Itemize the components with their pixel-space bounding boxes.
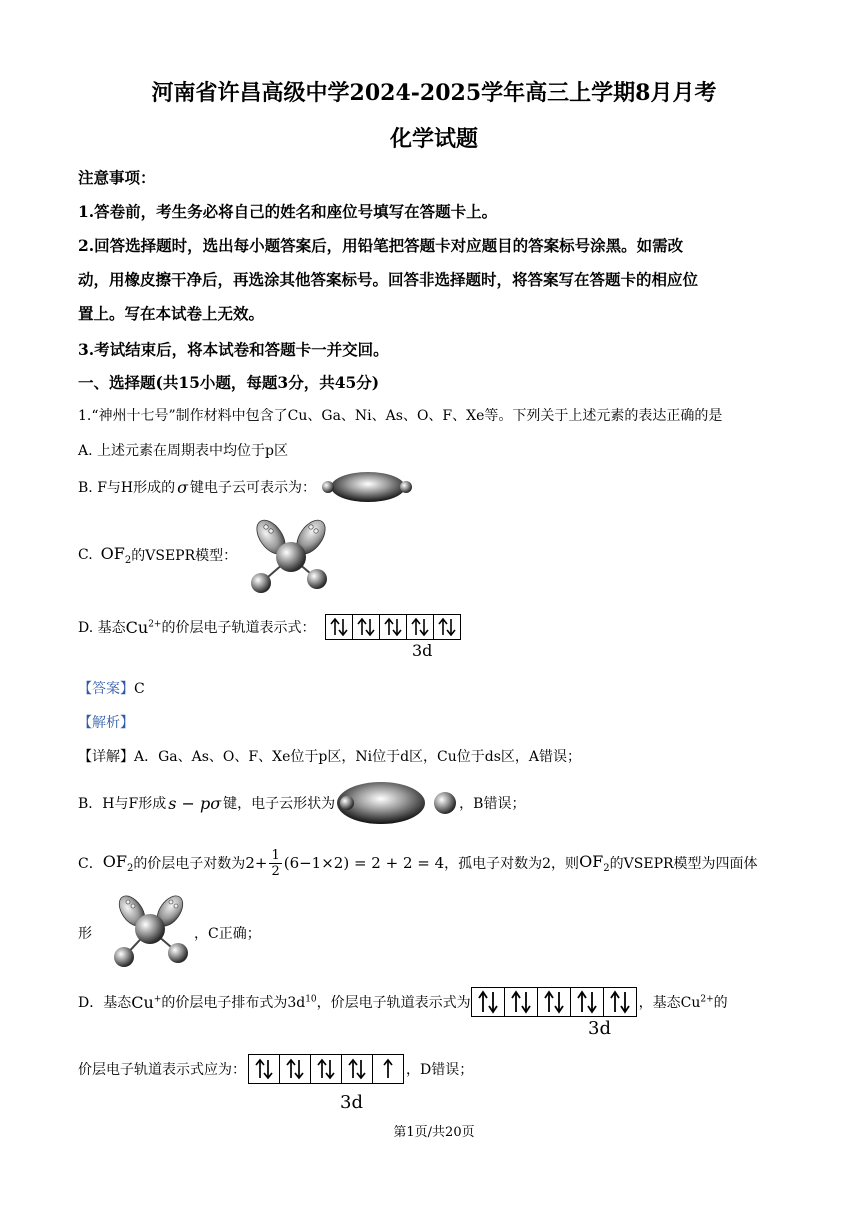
option-b (78, 470, 416, 504)
detail-d-text-3: ，价层电子轨道表示式为 (316, 995, 471, 1011)
orbital-box (407, 615, 434, 639)
spin-pair-icon (543, 990, 565, 1014)
option-c (78, 515, 339, 595)
orbital-diagram-3d10 (471, 987, 637, 1017)
spin-pair-icon (437, 617, 457, 637)
detail-c (78, 840, 758, 886)
spin-pair-icon (316, 1058, 336, 1080)
detail-b-text-2: 键，电子云形状为 (223, 796, 336, 812)
notice-item-2-line-2: 动，用橡皮擦干净后，再选涂其他答案标号。回答非选择题时，将答案写在答题卡的相应位 (78, 270, 699, 289)
orbital-box (342, 1055, 373, 1083)
option-c-text: 的VSEPR模型： (131, 548, 238, 564)
spin-pair-icon (609, 990, 631, 1014)
orbital-box (353, 615, 380, 639)
detail-d-line2-text: 价层电子轨道表示式应为： (78, 1062, 246, 1078)
spin-pair-icon (576, 990, 598, 1014)
option-c-formula: $OF_2$ (100, 543, 132, 567)
detail-d-line2-text-2: ，D错误； (406, 1062, 474, 1078)
detail-a-text: A．Ga、As、O、F、Xe位于p区，Ni位于d区，Cu位于ds区，A错误； (134, 749, 582, 765)
spin-pair-icon (383, 617, 403, 637)
sigma-symbol: σ (177, 477, 189, 497)
section-heading: 一、选择题(共15小题，每题3分，共45分) (78, 373, 380, 392)
orbital-diagram-3d9 (248, 1054, 404, 1084)
detail-c-line2-text-2: ，C正确； (194, 926, 261, 942)
orbital-box (249, 1055, 280, 1083)
orbital-box (326, 615, 353, 639)
detail-c-formula: $OF_2$ (102, 851, 134, 875)
sigma-bond-cloud-icon (316, 470, 416, 504)
detail-b-text: B．H与F形成 (78, 796, 167, 812)
orbital-box (472, 988, 505, 1016)
detail-b-formula: s − pσ (168, 793, 222, 813)
page-number: 第1页/共20页 (393, 1125, 475, 1140)
spin-pair-icon (329, 617, 349, 637)
detail-label: 【详解】 (78, 749, 134, 765)
orbital-label-3d-3: 3d (340, 1092, 363, 1113)
detail-d-text-2: 的价层电子排布式为$3d^{10}$ (161, 994, 317, 1011)
notice-item-3: 3.考试结束后，将本试卷和答题卡一并交回。 (78, 340, 389, 359)
orbital-box (380, 615, 407, 639)
detail-c-label: C． (78, 856, 103, 872)
vsepr-model-icon (98, 893, 194, 973)
analysis-label: 【解析】 (78, 715, 134, 731)
option-a: A. 上述元素在周期表中均位于p区 (78, 443, 288, 459)
fraction-numerator: 1 (271, 847, 280, 863)
detail-c-equation: 2+ $\frac{1}{2}$ (6−1×2) = 2 + 2 = 4 (245, 847, 445, 879)
answer-line (78, 678, 145, 698)
detail-d-line-2 (78, 1052, 473, 1086)
option-d-text-2: 的价层电子轨道表示式： (161, 620, 316, 636)
option-c-label: C. (78, 547, 93, 563)
orbital-label-3d: 3d (412, 641, 433, 660)
option-d (78, 610, 461, 644)
answer-label: 【答案】 (78, 681, 134, 697)
option-d-ion: $Cu^{2+}$ (125, 617, 162, 637)
fraction-denominator: 2 (271, 863, 280, 879)
spin-pair-icon (356, 617, 376, 637)
notice-heading: 注意事项： (78, 168, 156, 187)
orbital-box (373, 1055, 403, 1083)
question-stem: 1.“神州十七号”制作材料中包含了Cu、Ga、Ni、As、O、F、Xe等。下列关于上述元素的表达正确的是 (78, 408, 723, 424)
detail-b-text-3: ，B错误； (459, 796, 526, 812)
orbital-box (538, 988, 571, 1016)
detail-c-text-3: 的VSEPR模型为四面体 (609, 856, 758, 872)
orbital-box (280, 1055, 311, 1083)
spin-pair-icon (254, 1058, 274, 1080)
orbital-box (604, 988, 636, 1016)
detail-d (78, 985, 728, 1019)
exam-title: 河南省许昌高级中学2024-2025学年高三上学期8月月考 (151, 80, 717, 106)
spin-pair-icon (410, 617, 430, 637)
spin-up-icon (378, 1058, 398, 1080)
detail-d-text: D．基态 (78, 995, 132, 1011)
orbital-box (434, 615, 460, 639)
detail-c-text: 的价层电子对数为 (133, 856, 246, 872)
orbital-label-3d-2: 3d (588, 1018, 611, 1039)
option-b-text: B. F与H形成的 (78, 480, 176, 496)
detail-a (78, 746, 581, 766)
notice-item-2-line-1: 2.回答选择题时，选出每小题答案后，用铅笔把答题卡对应题目的答案标号涂黑。如需改 (78, 236, 684, 255)
exam-subject: 化学试题 (389, 126, 478, 152)
detail-d-text-4: ，基态$Cu^{2+}$的 (638, 994, 728, 1011)
answer-value: C (134, 681, 145, 697)
notice-item-1: 1.答卷前，考生务必将自己的姓名和座位号填写在答题卡上。 (78, 202, 498, 221)
orbital-box (571, 988, 604, 1016)
spin-pair-icon (477, 990, 499, 1014)
option-d-text: D. 基态 (78, 620, 126, 636)
spin-pair-icon (510, 990, 532, 1014)
spin-pair-icon (285, 1058, 305, 1080)
orbital-box (505, 988, 538, 1016)
detail-b (78, 780, 525, 826)
vsepr-model-icon (239, 515, 339, 595)
detail-c-line2-text: 形 (78, 926, 92, 942)
detail-c-text-2: ，孤电子对数为2，则 (444, 856, 580, 872)
orbital-diagram (325, 614, 461, 640)
option-b-text-2: 键电子云可表示为： (190, 480, 317, 496)
detail-c-line-2 (78, 893, 261, 973)
detail-c-formula-2: $OF_2$ (579, 851, 610, 875)
spin-pair-icon (347, 1058, 367, 1080)
electron-cloud-icon (335, 780, 459, 826)
notice-item-2-line-3: 置上。写在本试卷上无效。 (78, 304, 265, 323)
detail-d-ion: Cu+ (131, 992, 162, 1012)
orbital-box (311, 1055, 342, 1083)
